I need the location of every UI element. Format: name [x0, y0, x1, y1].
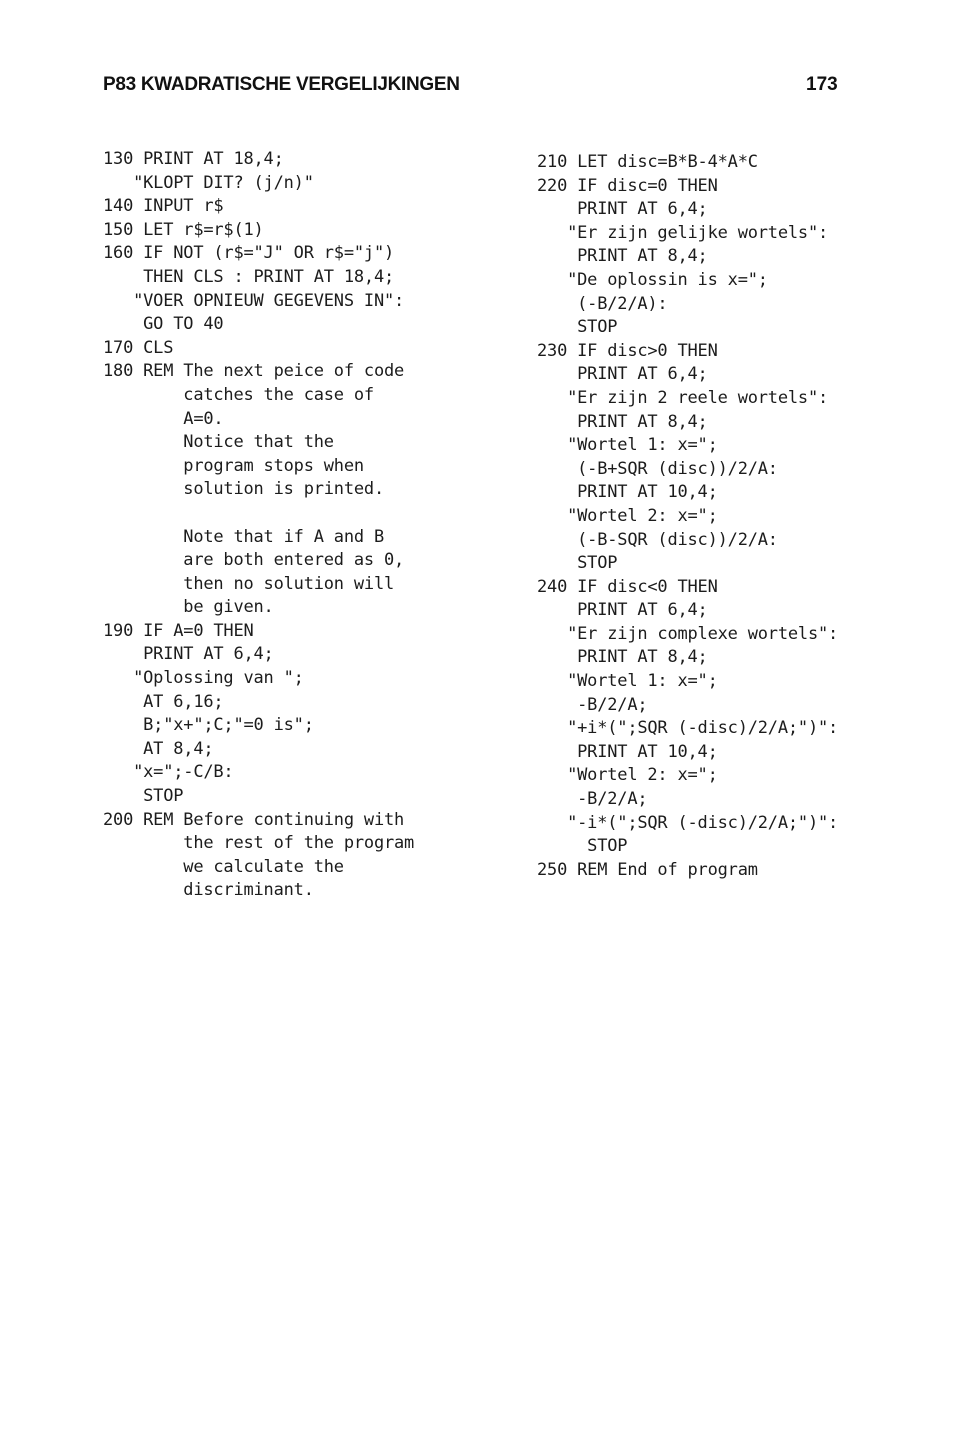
code-line: PRINT AT 6,4; [537, 600, 708, 621]
code-line: program stops when [103, 455, 364, 476]
code-line: "Er zijn complexe wortels": [537, 623, 839, 644]
code-line: (-B/2/A): [537, 293, 668, 314]
code-line: "Er zijn 2 reele wortels": [537, 387, 829, 408]
code-line: "De oplossin is x="; [537, 269, 768, 290]
code-line: -B/2/A; [537, 789, 648, 810]
code-line: PRINT AT 8,4; [537, 411, 708, 432]
code-line: Notice that the [103, 432, 334, 453]
code-line: GO TO 40 [103, 314, 224, 335]
code-line: THEN CLS : PRINT AT 18,4; [103, 266, 395, 287]
code-line: (-B+SQR (disc))/2/A: [537, 458, 778, 479]
code-line: "KLOPT DIT? (j/n)" [103, 172, 314, 193]
code-line: "Er zijn gelijke wortels": [537, 222, 829, 243]
code-line: 180 REM The next peice of code [103, 361, 405, 382]
code-line: "+i*(";SQR (-disc)/2/A;")": [537, 718, 839, 739]
code-line: we calculate the [103, 856, 344, 877]
code-line: 220 IF disc=0 THEN [537, 175, 718, 196]
page-number: 173 [806, 74, 838, 95]
code-line: "Wortel 2: x="; [537, 765, 718, 786]
code-line: PRINT AT 10,4; [537, 741, 718, 762]
code-line: 240 IF disc<0 THEN [537, 576, 718, 597]
code-line: 160 IF NOT (r$="J" OR r$="j") [103, 243, 395, 264]
code-line: PRINT AT 6,4; [537, 364, 708, 385]
code-line: AT 6,16; [103, 691, 224, 712]
code-line: PRINT AT 10,4; [537, 482, 718, 503]
code-line: 170 CLS [103, 337, 174, 358]
code-line: 200 REM Before continuing with [103, 809, 405, 830]
code-line: 140 INPUT r$ [103, 196, 224, 217]
code-line: 230 IF disc>0 THEN [537, 340, 718, 361]
code-line: STOP [537, 836, 628, 857]
code-line: 190 IF A=0 THEN [103, 620, 254, 641]
code-line: 130 PRINT AT 18,4; [103, 149, 284, 169]
code-line: the rest of the program [103, 833, 415, 854]
code-line: "Wortel 1: x="; [537, 671, 718, 692]
code-line: then no solution will [103, 573, 395, 594]
code-line: "-i*(";SQR (-disc)/2/A;")": [537, 812, 839, 833]
code-line: PRINT AT 8,4; [537, 246, 708, 267]
code-line: Note that if A and B [103, 526, 384, 547]
code-line: 250 REM End of program [537, 859, 758, 880]
code-line: STOP [537, 553, 618, 574]
code-line: are both entered as 0, [103, 550, 405, 571]
code-line: "VOER OPNIEUW GEGEVENS IN": [103, 290, 405, 311]
code-line: catches the case of [103, 384, 374, 405]
code-line: 210 LET disc=B*B-4*A*C [537, 152, 758, 172]
code-line: -B/2/A; [537, 694, 648, 715]
code-line: B;"x+";C;"=0 is"; [103, 715, 314, 736]
code-line: "Wortel 2: x="; [537, 505, 718, 526]
code-column-left [103, 148, 503, 903]
code-line: "Wortel 1: x="; [537, 435, 718, 456]
code-column-right [537, 151, 937, 882]
code-line: PRINT AT 6,4; [537, 199, 708, 220]
code-line: STOP [537, 317, 618, 338]
code-line: (-B-SQR (disc))/2/A: [537, 529, 778, 550]
code-line: A=0. [103, 408, 224, 429]
code-line: 150 LET r$=r$(1) [103, 219, 264, 240]
code-line: PRINT AT 8,4; [537, 647, 708, 668]
code-line: PRINT AT 6,4; [103, 644, 274, 665]
code-line: STOP [103, 786, 184, 807]
code-line: AT 8,4; [103, 738, 214, 759]
code-line [103, 502, 503, 526]
code-line: "Oplossing van "; [103, 668, 304, 689]
code-line: discriminant. [103, 880, 314, 901]
code-line: "x=";-C/B: [103, 762, 234, 783]
running-header-title: P83 KWADRATISCHE VERGELIJKINGEN [103, 74, 460, 95]
code-line: solution is printed. [103, 479, 384, 500]
code-line: be given. [103, 597, 274, 618]
